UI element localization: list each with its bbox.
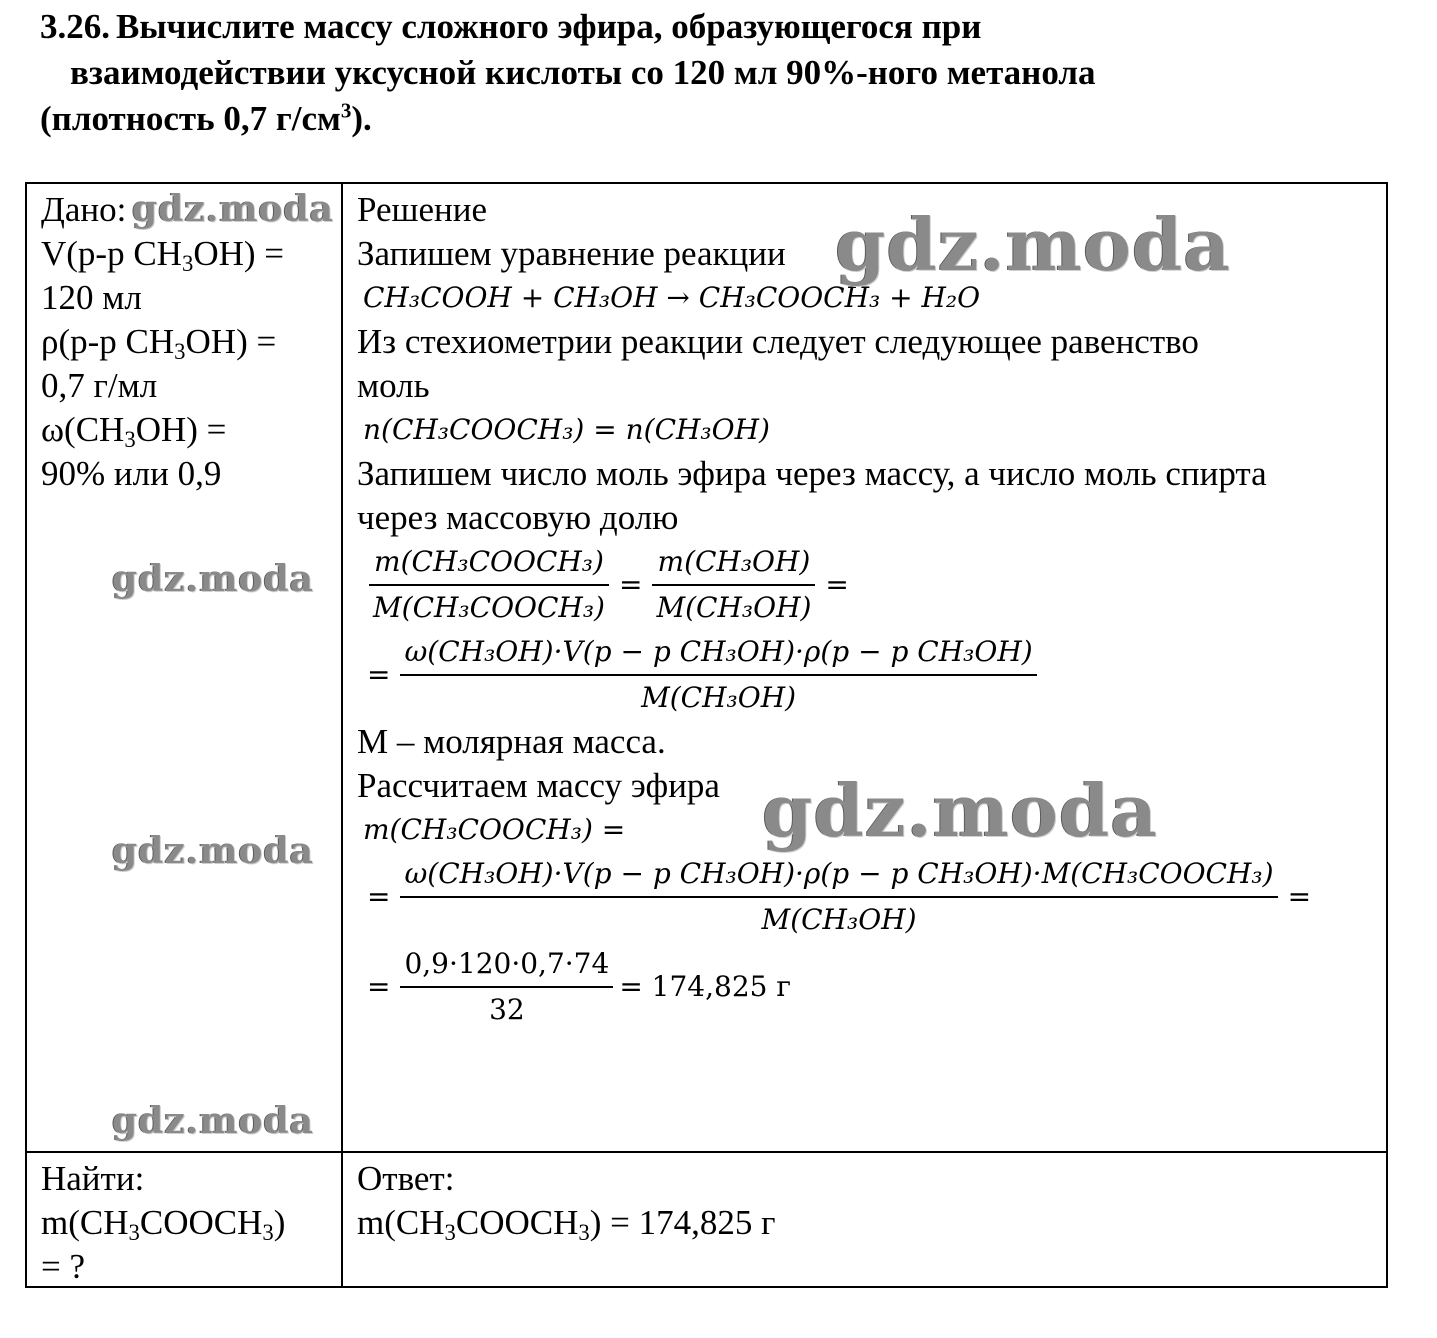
answer-heading: Ответ: xyxy=(357,1159,455,1198)
watermark-logo: gdz.moda xyxy=(112,558,314,600)
row-divider xyxy=(27,1151,1386,1153)
given-volume-value: 120 мл xyxy=(41,278,142,317)
given-density-label: ρ(р-р $CH_3OH$) = xyxy=(41,322,277,365)
given-fraction-value: 90% или 0,9 xyxy=(41,454,222,493)
fraction-ester-mass: $\frac{\text{ω(CH₃OH)·V(p − p CH₃OH)·ρ(p − p CH₃OH)·M(CH₃COOCH₃)}}{\text{M(CH₃OH)}}$ xyxy=(400,852,1277,942)
solution-heading: Решение xyxy=(357,190,488,229)
solution-step-1: Запишем уравнение реакции xyxy=(357,234,786,273)
given-density-value: 0,7 г/мл xyxy=(41,366,158,405)
numeric-calculation: = $\frac{0,9\cdot 120\cdot 0,7\cdot 74}{32}$ = 174,825 г xyxy=(357,942,1377,1032)
column-divider xyxy=(341,184,343,1286)
molar-mass-note: M – молярная масса. xyxy=(357,722,666,761)
solution-step-4: Рассчитаем массу эфира xyxy=(357,766,720,805)
ester-mass-formula: = $\frac{\text{ω(CH₃OH)·V(p − p CH₃OH)·ρ(p − p CH₃OH)·M(CH₃COOCH₃)}}{\text{M(CH₃OH)}}$ = xyxy=(357,852,1377,942)
given-cell xyxy=(41,188,335,496)
fraction-numeric: $\frac{0,9\cdot 120\cdot 0,7\cdot 74}{32}$ xyxy=(400,942,613,1032)
result-value: = 174,825 г xyxy=(619,970,792,1003)
given-volume-label: V(р-р $CH_3OH$) = xyxy=(41,234,285,277)
reaction-equation: CH₃COOH + CH₃OH → CH₃COOCH₃ + H₂O xyxy=(363,281,981,314)
solution-step-2b: моль xyxy=(357,366,430,405)
solution-step-3a: Запишем число моль эфира через массу, а число моль спирта xyxy=(357,454,1267,493)
find-heading: Найти: xyxy=(41,1159,145,1198)
ratio-formula: $\frac{\text{m(CH₃COOCH₃)}}{\text{M(CH₃COOCH₃)}}$ = $\frac{\text{m(CH₃OH)}}{\text{M(CH₃OH)}}$ = xyxy=(357,540,1377,630)
problem-line-3: (плотность 0,7 $г/см^3$). xyxy=(40,98,372,138)
find-target-eq: = ? xyxy=(41,1247,86,1286)
solution-step-2a: Из стехиометрии реакции следует следующее равенство xyxy=(357,322,1199,361)
given-fraction-label: $\omega(CH_3OH)$ = xyxy=(41,410,227,453)
ester-mass-lhs: m(CH₃COOCH₃) = xyxy=(363,813,626,846)
problem-line-1: 3.26. Вычислите массу сложного эфира, образующегося при xyxy=(40,7,982,46)
problem-line-2: взаимодействии уксусной кислоты со 120 мл 90%-ного метанола xyxy=(70,53,1096,92)
solution-table xyxy=(25,182,1388,1288)
watermark-logo: gdz.moda xyxy=(762,768,1158,853)
watermark-logo: gdz.moda xyxy=(112,830,314,872)
watermark-logo: gdz.moda xyxy=(132,188,334,230)
alcohol-mole-formula: = $\frac{\text{ω(CH₃OH)·V(p − p CH₃OH)·ρ(p − p CH₃OH)}}{\text{M(CH₃OH)}}$ xyxy=(357,630,1377,720)
fraction-ester: $\frac{\text{m(CH₃COOCH₃)}}{\text{M(CH₃COOCH₃)}}$ xyxy=(369,540,609,630)
answer-cell xyxy=(357,1157,1357,1245)
watermark-logo: gdz.moda xyxy=(835,202,1231,287)
solution-step-3b: через массовую долю xyxy=(357,498,679,537)
problem-statement xyxy=(40,4,1420,142)
answer-value: $m(CH_3COOCH_3) = 174,825$ г xyxy=(357,1203,776,1246)
find-cell xyxy=(41,1157,335,1289)
fraction-alcohol-expanded: $\frac{\text{ω(CH₃OH)·V(p − p CH₃OH)·ρ(p − p CH₃OH)}}{\text{M(CH₃OH)}}$ xyxy=(400,630,1036,720)
find-target: $m(CH_3COOCH_3)$ xyxy=(41,1203,286,1246)
problem-number: 3.26. xyxy=(40,7,110,46)
fraction-alcohol: $\frac{\text{m(CH₃OH)}}{\text{M(CH₃OH)}}$ xyxy=(652,540,815,630)
watermark-logo: gdz.moda xyxy=(112,1100,314,1142)
given-heading: Дано: xyxy=(41,190,127,229)
solution-cell xyxy=(357,188,1377,1032)
mole-equality: n(CH₃COOCH₃) = n(CH₃OH) xyxy=(363,413,770,446)
